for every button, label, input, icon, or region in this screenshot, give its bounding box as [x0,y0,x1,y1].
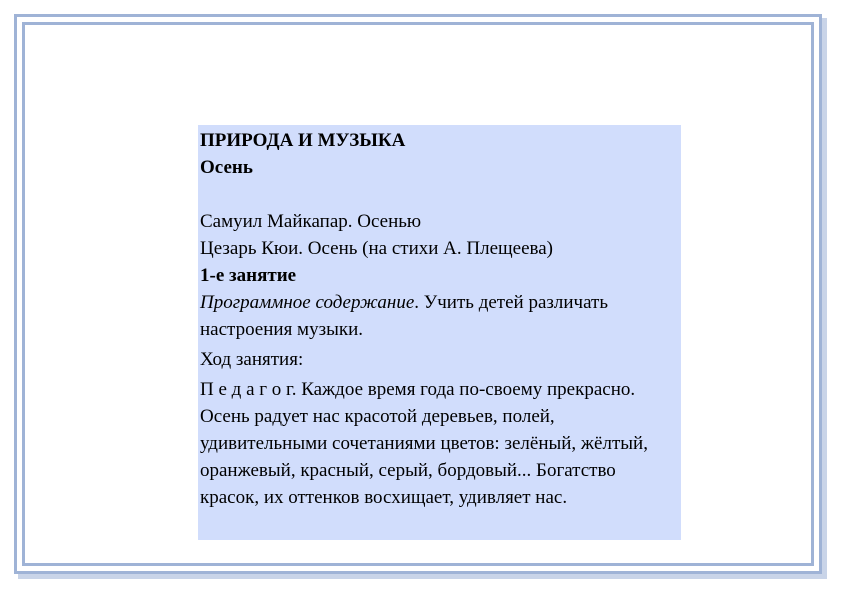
document-subtitle: Осень [200,157,253,178]
work-item: Самуил Майкапар. Осенью [200,211,422,232]
program-label: Программное содержание [200,292,415,313]
work-item: Цезарь Кюи. Осень (на стихи А. Плещеева) [200,238,554,259]
teacher-text: Каждое время года по-своему прекрасно. Осень радует нас красотой деревьев, полей, удивительными сочетаниями цветов: зелёный, жёлтый, оранжевый, красный, серый, бордовый... Богатство красок, их оттенков восхищает, удивляет нас. [200,379,648,508]
teacher-paragraph [200,376,679,511]
spacer [200,181,679,208]
document-title: ПРИРОДА И МУЗЫКА [200,130,406,151]
teacher-label: П е д а г о г. [200,379,297,400]
progress-heading: Ход занятия: [200,349,304,370]
program-text: . Учить детей различать настроения музыки. [200,292,608,340]
program-paragraph [200,289,679,343]
frame-shadow [822,18,827,578]
lesson-heading: 1-е занятие [200,265,297,286]
frame-shadow [18,574,827,579]
text-box [198,125,681,540]
